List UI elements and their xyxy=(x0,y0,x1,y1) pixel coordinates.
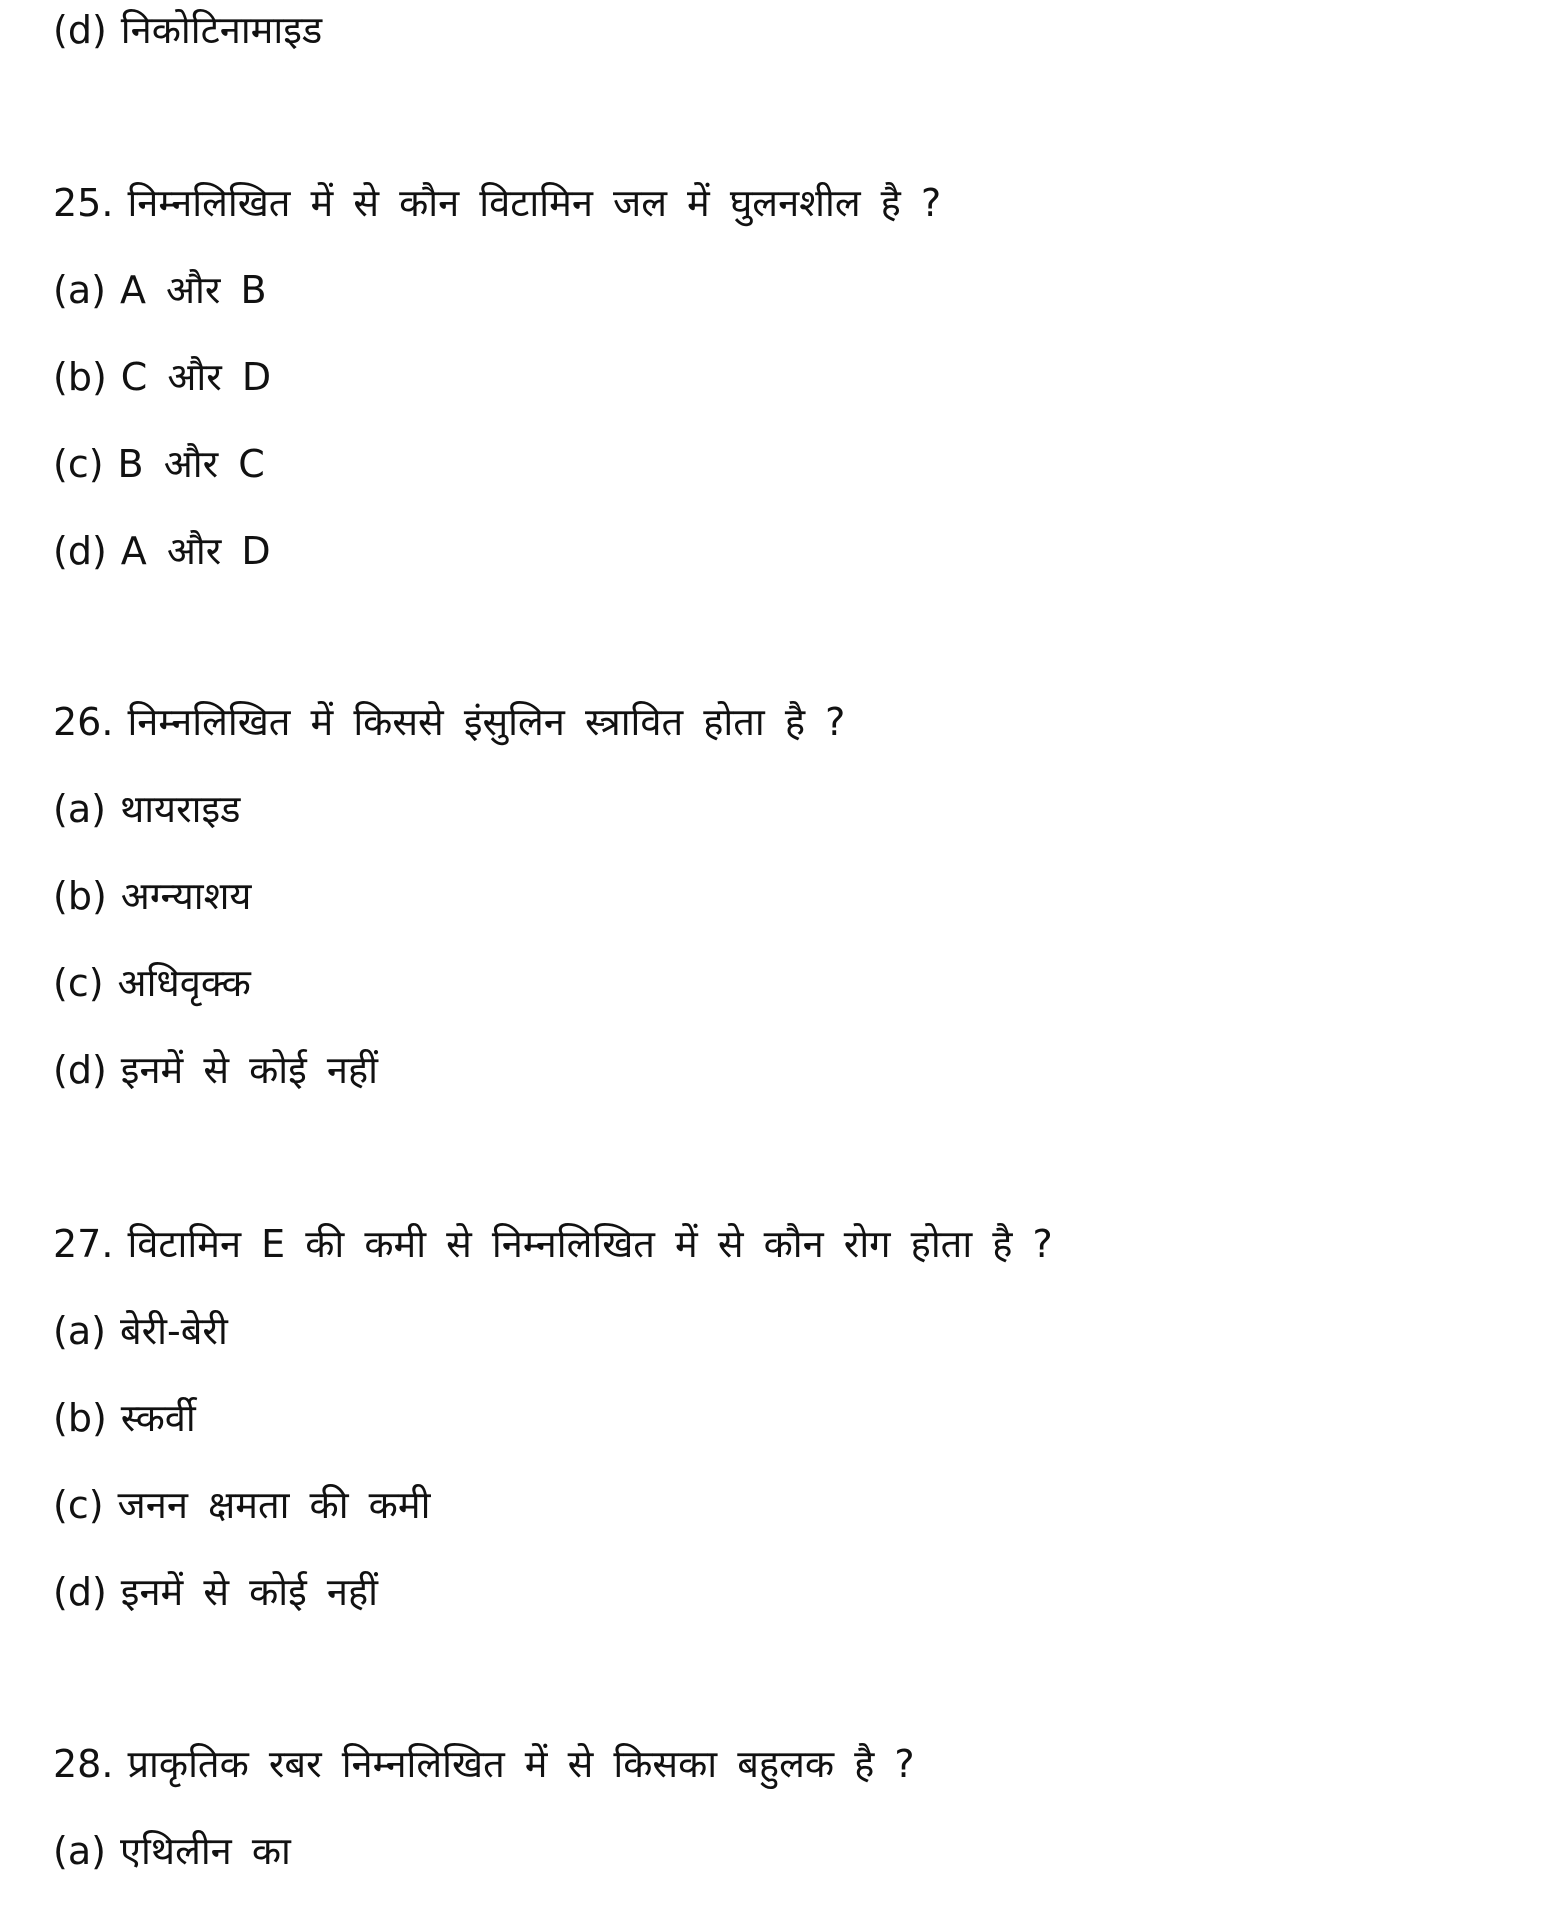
option-label: (b) xyxy=(53,874,107,918)
question-text: प्राकृतिक रबर निम्नलिखित में से किसका बहुलक है ? xyxy=(127,1742,915,1786)
option-text: एथिलीन का xyxy=(119,1829,291,1873)
option-label: (a) xyxy=(53,268,106,312)
option-line xyxy=(53,958,251,1008)
question-number: 25. xyxy=(53,181,114,225)
option-line xyxy=(53,784,240,834)
option-text: निकोटिनामाइड xyxy=(120,8,323,52)
option-label: (b) xyxy=(53,1396,107,1440)
option-line xyxy=(53,352,271,402)
question-26 xyxy=(53,697,845,747)
option-text: अग्न्याशय xyxy=(120,874,252,918)
option-line xyxy=(53,265,267,315)
option-line xyxy=(53,439,265,489)
option-text: A और D xyxy=(120,529,271,573)
question-text: विटामिन E की कमी से निम्नलिखित में से कौन रोग होता है ? xyxy=(127,1222,1053,1266)
option-label: (d) xyxy=(53,1570,107,1614)
option-line xyxy=(53,526,271,576)
option-text: C और D xyxy=(120,355,272,399)
option-line xyxy=(53,1826,291,1876)
option-label: (a) xyxy=(53,1829,106,1873)
question-number: 27. xyxy=(53,1222,114,1266)
option-line xyxy=(53,1045,378,1095)
question-number: 26. xyxy=(53,700,114,744)
question-number: 28. xyxy=(53,1742,114,1786)
option-text: A और B xyxy=(119,268,267,312)
option-line xyxy=(53,871,251,921)
question-27 xyxy=(53,1219,1053,1269)
option-text: बेरी-बेरी xyxy=(119,1309,228,1353)
option-label: (d) xyxy=(53,8,107,52)
option-label: (c) xyxy=(53,442,104,486)
option-label: (d) xyxy=(53,1048,107,1092)
option-line xyxy=(53,1306,228,1356)
question-25 xyxy=(53,178,941,228)
question-text: निम्नलिखित में से कौन विटामिन जल में घुलनशील है ? xyxy=(127,181,942,225)
option-line xyxy=(53,1480,430,1530)
option-line xyxy=(53,5,322,55)
question-28 xyxy=(53,1739,915,1789)
option-text: अधिवृक्क xyxy=(117,961,251,1005)
option-label: (a) xyxy=(53,1309,106,1353)
option-line xyxy=(53,1393,196,1443)
option-text: थायराइड xyxy=(119,787,241,831)
option-text: इनमें से कोई नहीं xyxy=(120,1570,378,1614)
option-text: स्कर्वी xyxy=(120,1396,196,1440)
option-text: इनमें से कोई नहीं xyxy=(120,1048,378,1092)
question-text: निम्नलिखित में किससे इंसुलिन स्त्रावित होता है ? xyxy=(127,700,846,744)
option-text: B और C xyxy=(117,442,265,486)
option-label: (b) xyxy=(53,355,107,399)
option-line xyxy=(53,1567,378,1617)
option-label: (d) xyxy=(53,529,107,573)
option-label: (c) xyxy=(53,1483,104,1527)
option-label: (a) xyxy=(53,787,106,831)
option-label: (c) xyxy=(53,961,104,1005)
option-text: जनन क्षमता की कमी xyxy=(117,1483,431,1527)
